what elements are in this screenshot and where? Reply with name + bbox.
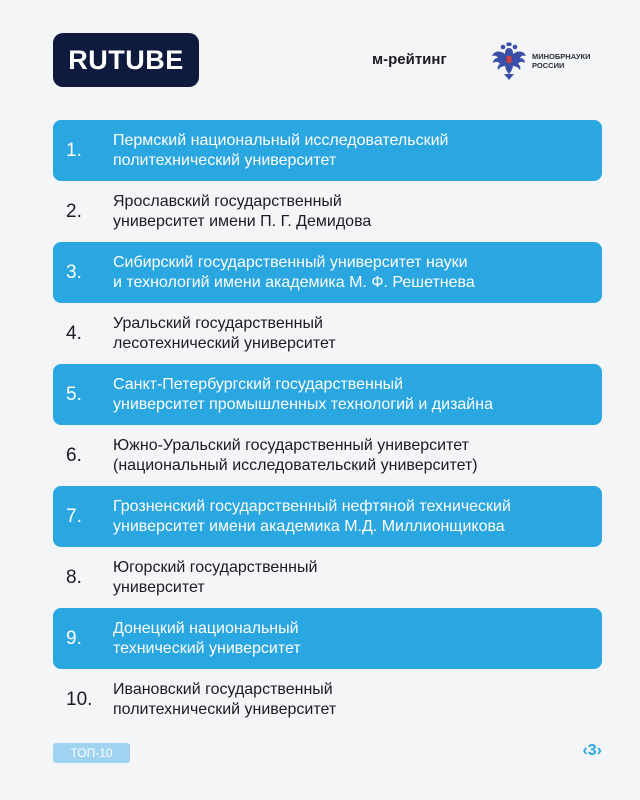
university-name-line: Санкт-Петербургский государственный xyxy=(113,375,404,393)
university-name-line: политехнический университет xyxy=(113,151,337,169)
rank-number: 8. xyxy=(66,566,82,588)
university-name xyxy=(113,192,590,232)
university-name xyxy=(113,497,590,537)
ranking-item xyxy=(53,120,602,181)
ranking-item xyxy=(53,547,602,608)
university-name-line: технический университет xyxy=(113,639,301,657)
ranking-item xyxy=(53,303,602,364)
university-name xyxy=(113,131,590,171)
ranking-item xyxy=(53,181,602,242)
rank-number: 5. xyxy=(66,383,82,405)
university-name xyxy=(113,253,590,293)
rank-number: 4. xyxy=(66,322,82,344)
university-name xyxy=(113,680,590,720)
university-name-line: Югорский государственный xyxy=(113,558,318,576)
header xyxy=(0,0,640,110)
ministry-line-2: РОССИИ xyxy=(532,61,565,70)
ranking-item xyxy=(53,669,602,730)
ranking-item xyxy=(53,364,602,425)
ranking-item xyxy=(53,242,602,303)
university-name-line: Донецкий национальный xyxy=(113,619,299,637)
rank-number: 7. xyxy=(66,505,82,527)
university-name-line: Грозненский государственный нефтяной технический xyxy=(113,497,511,515)
rutube-logo: RUTUBE xyxy=(53,33,199,87)
university-name xyxy=(113,436,590,476)
university-name-line: (национальный исследовательский университет) xyxy=(113,456,478,474)
university-name-line: и технологий имени академика М. Ф. Решетнева xyxy=(113,273,475,291)
university-name xyxy=(113,558,590,598)
rank-number: 2. xyxy=(66,200,82,222)
ranking-item xyxy=(53,608,602,669)
university-name-line: университет промышленных технологий и дизайна xyxy=(113,395,493,413)
rank-number: 9. xyxy=(66,627,82,649)
page-number: ‹3› xyxy=(582,742,602,759)
university-name-line: университет имени П. Г. Демидова xyxy=(113,212,372,230)
rank-number: 6. xyxy=(66,444,82,466)
university-name-line: Южно-Уральский государственный университет xyxy=(113,436,469,454)
university-name-line: Пермский национальный исследовательский xyxy=(113,131,449,149)
ranking-list xyxy=(53,120,602,730)
rank-number: 3. xyxy=(66,261,82,283)
ministry-line-1: МИНОБРНАУКИ xyxy=(532,52,591,61)
ranking-item xyxy=(53,486,602,547)
university-name xyxy=(113,375,590,415)
top-10-badge: ТОП-10 xyxy=(53,743,130,763)
rank-number: 10. xyxy=(66,688,93,710)
university-name-line: Ивановский государственный xyxy=(113,680,333,698)
double-headed-eagle-icon xyxy=(490,42,528,82)
university-name-line: Ярославский государственный xyxy=(113,192,342,210)
university-name-line: Уральский государственный xyxy=(113,314,323,332)
ranking-item xyxy=(53,425,602,486)
university-name-line: университет имени академика М.Д. Миллионщикова xyxy=(113,517,505,535)
university-name-line: университет xyxy=(113,578,205,596)
rank-number: 1. xyxy=(66,139,82,161)
university-name-line: политехнический университет xyxy=(113,700,337,718)
university-name-line: лесотехнический университет xyxy=(113,334,336,352)
ministry-label xyxy=(532,52,590,70)
rating-subtitle: м-рейтинг xyxy=(372,51,447,68)
university-name xyxy=(113,619,590,659)
university-name xyxy=(113,314,590,354)
university-name-line: Сибирский государственный университет науки xyxy=(113,253,468,271)
